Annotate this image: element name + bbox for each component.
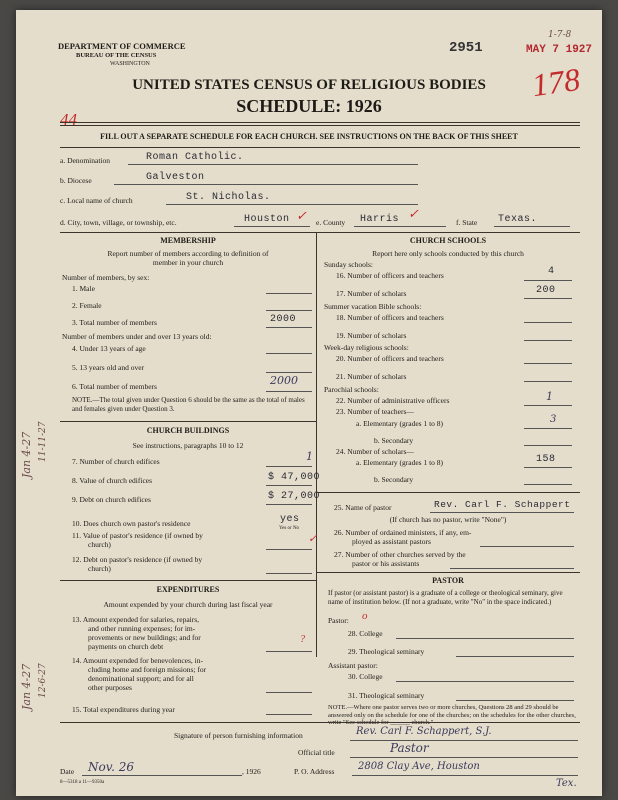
pastor-name: Rev. Carl F. Schappert [434,499,571,510]
q5-label: 5. 13 years old and over [72,363,145,372]
q7-label: 7. Number of church edifices [72,457,160,466]
diocese-value: Galveston [146,172,205,183]
q25-hint: (If church has no pastor, write "None") [389,515,507,524]
pastor-note: NOTE.—Where one pastor serves two or more churches, Questions 28 and 29 should be answered only on the schedule for one of the churches; on the schedules for the other churches, write "See schedule for ______ church." [328,704,576,726]
q24-label: 24. Number of scholars— [336,447,414,456]
membership-heading: MEMBERSHIP [160,236,216,245]
denomination-value: Roman Catholic. [146,152,244,163]
q24b-label: b. Secondary [374,475,414,484]
q11-checkmark: ✓ [308,533,318,545]
department-name: DEPARTMENT OF COMMERCE [58,41,186,51]
po-address-value: 2808 Clay Ave, Houston [358,761,480,772]
form-number: 2951 [449,40,483,56]
date-year: , 1926 [242,767,261,776]
department-city: WASHINGTON [110,61,150,67]
q13-label-2: and other running expenses; for im- [88,624,196,633]
state-value: Texas. [498,214,538,225]
membership-instruction-2: member in your church [152,258,224,267]
date-value: Nov. 26 [88,760,134,774]
county-label: e. County [316,218,346,227]
red-annotation-large: 178 [529,60,583,104]
schedule-title: SCHEDULE: 1926 [236,96,382,116]
q18-label: 18. Number of officers and teachers [336,313,444,322]
expenditures-heading: EXPENDITURES [156,585,220,594]
q14-label-3: denominational support; and for all [88,674,194,683]
city-value: Houston [244,214,290,225]
q23b-label: b. Secondary [374,436,414,445]
parochial-schools-label: Parochial schools: [324,385,379,394]
members-by-sex-label: Number of members, by sex: [62,273,150,282]
state-label: f. State [456,218,478,227]
q13-label-4: payments on church debt [88,642,164,651]
weekday-schools-label: Week-day religious schools: [324,343,409,352]
pastor-circle: o [362,610,368,622]
q9-value: $ 27,000 [268,491,321,502]
pastor-heading: PASTOR [432,576,464,585]
q10-value: yes [280,514,300,525]
pencil-margin-note-1: Jan 4-27 [20,431,33,478]
q10-label: 10. Does church own pastor's residence [72,519,191,528]
q16-label: 16. Number of officers and teachers [336,271,444,280]
buildings-instruction: See instructions, paragraphs 10 to 12 [132,441,244,450]
q21-label: 21. Number of scholars [336,372,407,381]
q7-value: 1 [306,450,313,463]
membership-instruction: Report number of members according to definition of [107,249,269,258]
q14-label-4: other purposes [88,683,132,692]
city-label: d. City, town, village, or township, etc. [60,218,177,227]
q22-label: 22. Number of administrative officers [336,396,450,405]
q6-label: 6. Total number of members [72,382,157,391]
q14-label-2: cluding home and foreign missions; for [88,665,207,674]
pencil-margin-note-4: 12-6-27 [38,663,48,698]
q2-label: 2. Female [72,301,102,310]
church-name-label: c. Local name of church [60,196,133,205]
q15-label: 15. Total expenditures during year [72,705,175,714]
denomination-label: a. Denomination [60,156,110,165]
q27-label: 27. Number of other churches served by the [334,550,466,559]
red-annotation-left: 44 [60,110,77,129]
date-label: Date [60,767,75,776]
q25-label: 25. Name of pastor [334,503,392,512]
q30-label: 30. College [348,672,383,681]
official-title-value: Pastor [390,741,429,755]
pencil-margin-note-3: Jan 4-27 [20,663,33,710]
signature-label: Signature of person furnishing information [174,731,303,740]
q23a-value: 3 [550,414,557,425]
q11-label-2: church) [88,540,111,549]
q13-mark: ? [300,634,305,645]
signature-value: Rev. Carl F. Schappert, S.J. [356,726,492,737]
q31-label: 31. Theological seminary [348,691,425,700]
q9-label: 9. Debt on church edifices [72,495,151,504]
pencil-note-top: 1-7-8 [548,30,572,40]
official-title-label: Official title [298,748,335,757]
q3-label: 3. Total number of members [72,318,157,327]
q19-label: 19. Number of scholars [336,331,407,340]
q22-value: 1 [546,390,553,403]
q17-label: 17. Number of scholars [336,289,407,298]
pastor-label: Pastor: [328,616,349,625]
q20-label: 20. Number of officers and teachers [336,354,444,363]
q24a-value: 158 [536,454,556,465]
q3-value: 2000 [270,314,297,325]
q8-label: 8. Value of church edifices [72,476,153,485]
q1-label: 1. Male [72,284,95,293]
schools-heading: CHURCH SCHOOLS [409,236,487,245]
county-value: Harris [360,214,400,225]
q14-label: 14. Amount expended for benevolences, in- [72,656,204,665]
q17-value: 200 [536,285,556,296]
assistant-pastor-label: Assistant pastor: [328,661,378,670]
census-form [16,10,602,796]
summer-schools-label: Summer vacation Bible schools: [324,302,422,311]
q13-label-3: provements or new buildings; and for [88,633,201,642]
buildings-heading: CHURCH BUILDINGS [146,426,230,435]
received-stamp: MAY 7 1927 [526,44,593,56]
pastor-education-instruction: If pastor (or assistant pastor) is a graduate of a college or theological seminary, give name of institution below. (If not a graduate, write "No" in the space indicated.) [328,589,563,606]
q16-value: 4 [548,266,555,277]
q23a-label: a. Elementary (grades 1 to 8) [356,419,444,428]
q23-label: 23. Number of teachers— [336,407,414,416]
form-code: 8—5318 a 11—9350a [60,780,105,785]
form-title: UNITED STATES CENSUS OF RELIGIOUS BODIES [132,77,486,93]
pencil-margin-note-2: 11-11-27 [38,421,48,462]
city-checkmark: ✓ [296,208,307,223]
q12-label: 12. Debt on pastor's residence (if owned by [72,555,203,564]
q10-options: Yes or No [279,526,300,531]
q6-value: 2000 [270,374,298,387]
church-name-value: St. Nicholas. [186,192,271,203]
q13-label: 13. Amount expended for salaries, repairs, [72,615,200,624]
schools-instruction: Report here only schools conducted by this church [372,249,524,258]
q4-label: 4. Under 13 years of age [72,344,146,353]
q27-label-2: pastor or his assistants [352,559,420,568]
q12-label-2: church) [88,564,111,573]
expenditures-instruction: Amount expended by your church during last fiscal year [103,600,273,609]
age-group-label: Number of members under and over 13 years old: [62,332,212,341]
q8-value: $ 47,000 [268,472,321,483]
county-checkmark: ✓ [408,206,419,221]
po-address-label: P. O. Address [294,767,335,776]
q26-label: 26. Number of ordained ministers, if any, em- [334,528,472,537]
bureau-name: BUREAU OF THE CENSUS [76,52,157,59]
sunday-schools-label: Sunday schools: [324,260,373,269]
instructions-banner: FILL OUT A SEPARATE SCHEDULE FOR EACH CHURCH. SEE INSTRUCTIONS ON THE BACK OF THIS SHEET [100,132,518,141]
q24a-label: a. Elementary (grades 1 to 8) [356,458,444,467]
department-block [58,42,186,69]
po-address-suffix: Tex. [556,778,577,789]
diocese-label: b. Diocese [60,176,92,185]
q29-label: 29. Theological seminary [348,647,425,656]
q28-label: 28. College [348,629,383,638]
q11-label: 11. Value of pastor's residence (if owned by [72,531,203,540]
membership-note: NOTE.—The total given under Question 6 should be the same as the total of males and females given under Question 3. [72,396,305,413]
q26-label-2: ployed as assistant pastors [352,537,431,546]
